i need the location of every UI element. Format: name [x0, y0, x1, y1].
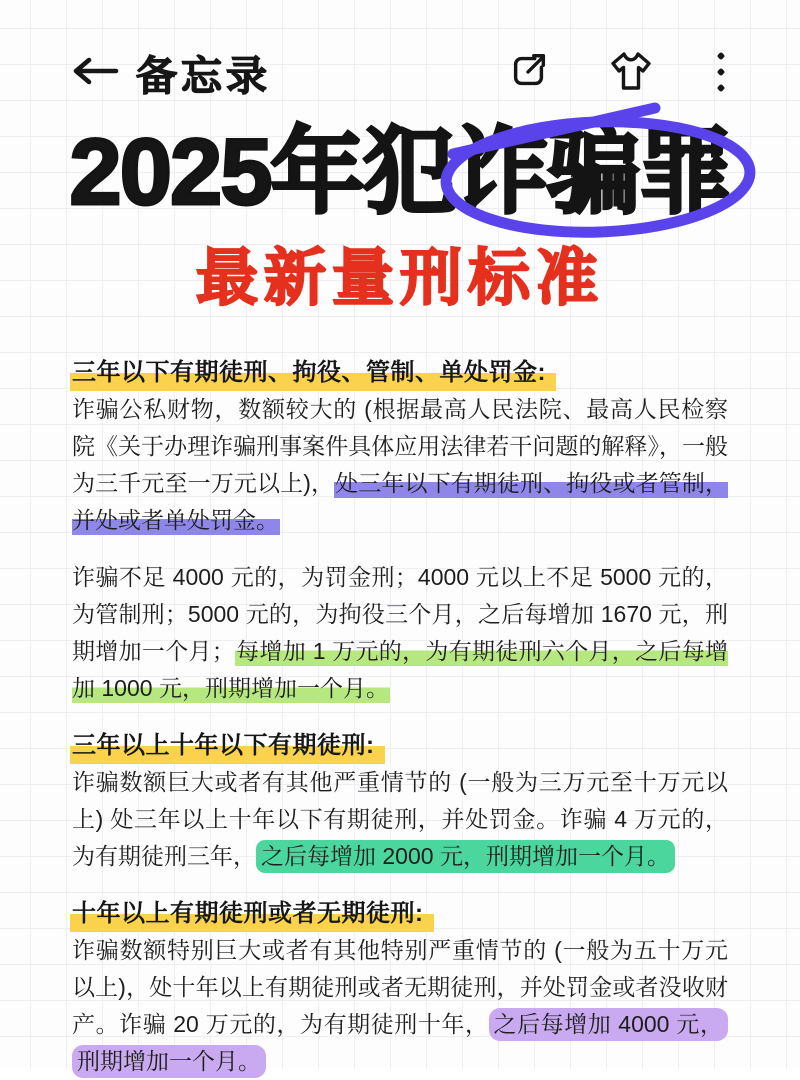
- section-heading-text: 十年以上有期徒刑或者无期徒刑:: [70, 900, 434, 932]
- note-subtitle: 最新量刑标准: [195, 244, 604, 313]
- highlighted-text-lightgreen: 每增加 1 万元的，为有期徒刑六个月，之后每增加 1000 元，刑期增加一个月。: [72, 638, 729, 701]
- highlighted-text-periwinkle: 处三年以下有期徒刑、拘役或者管制，并处或者单处罚金。: [72, 470, 728, 533]
- section-heading: [72, 727, 728, 764]
- body-text: 诈骗数额特别巨大或者有其他特别严重情节的 (一般为五十万元以上)，处十年以上有期徒刑或者无期徒刑，并处罚金或者没收财产。诈骗 20 万元的，为有期徒刑十年，: [72, 937, 728, 1037]
- back-arrow-icon: [70, 56, 120, 89]
- section-heading: [72, 354, 728, 391]
- paragraph: [72, 932, 728, 1080]
- note-title-prefix: 2025年犯: [69, 119, 455, 224]
- page-title: 备忘录: [136, 52, 271, 99]
- tshirt-theme-icon: [608, 50, 654, 95]
- note-title: [0, 120, 800, 224]
- note-title-circled: 诈骗罪: [455, 120, 731, 224]
- body-text: 诈骗数额巨大或者有其他严重情节的 (一般为三万元至十万元以上) 处三年以上十年以下有期徒刑，并处罚金。诈骗 4 万元的，为有期徒刑三年，: [72, 769, 728, 869]
- body-text: 诈骗不足 4000 元的，为罚金刑；4000 元以上不足 5000 元的，为管制刑；5000 元的，为拘役三个月，之后每增加 1670 元，刑期增加一个月；: [72, 564, 728, 664]
- highlighted-text-lavender: 之后每增加 4000 元，刑期增加一个月。: [72, 1008, 728, 1078]
- note-content: [0, 354, 800, 1080]
- body-text: 诈骗公私财物，数额较大的 (根据最高人民法院、最高人民检察院《关于办理诈骗刑事案件具体应用法律若干问题的解释》，一般为三千元至一万元以上)，: [72, 396, 728, 496]
- section-heading-text: 三年以下有期徒刑、拘役、管制、单处罚金:: [70, 359, 556, 391]
- share-icon: [508, 50, 550, 95]
- back-button[interactable]: [70, 56, 120, 89]
- section-heading-text: 三年以上十年以下有期徒刑:: [70, 732, 385, 764]
- top-bar: [0, 0, 800, 98]
- paragraph: [72, 391, 728, 539]
- paragraph: [72, 559, 728, 707]
- section-heading: [72, 895, 728, 932]
- highlighted-text-mint: 之后每增加 2000 元，刑期增加一个月。: [256, 840, 675, 873]
- theme-button[interactable]: [608, 50, 654, 95]
- share-button[interactable]: [508, 50, 550, 95]
- paragraph: [72, 764, 728, 875]
- more-menu-button[interactable]: [712, 51, 730, 93]
- kebab-menu-icon: [718, 53, 724, 91]
